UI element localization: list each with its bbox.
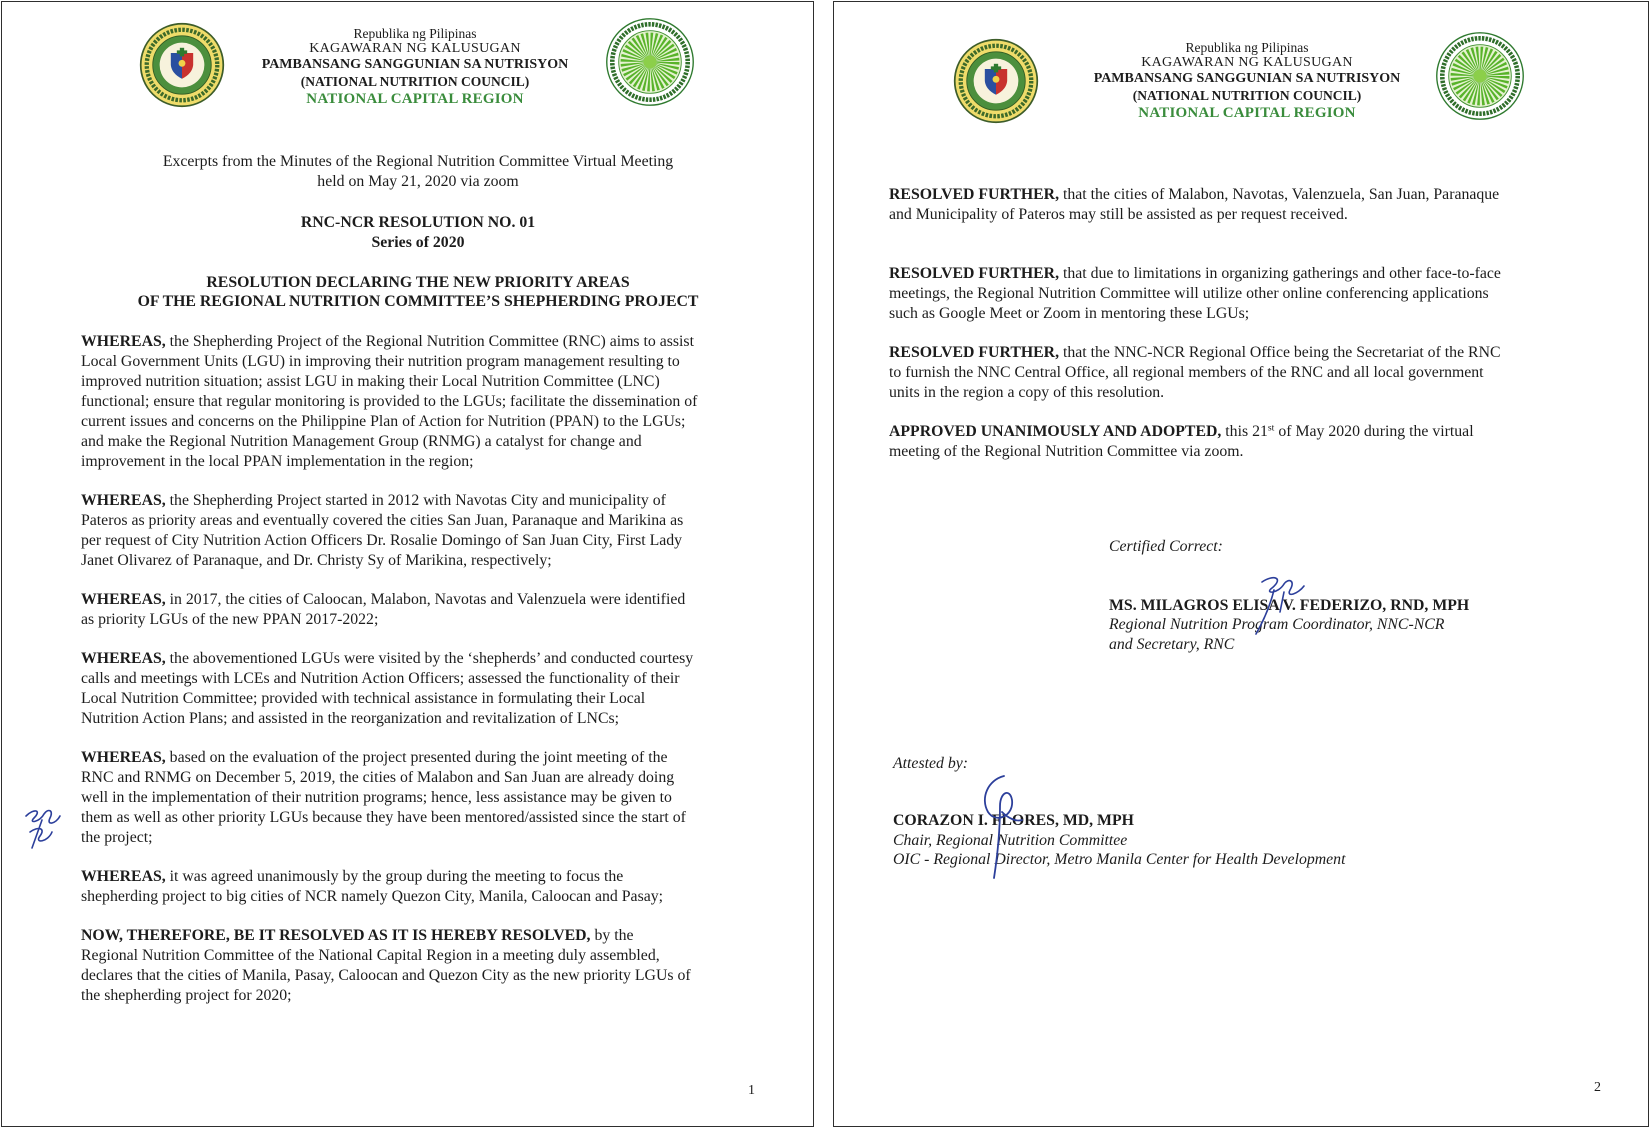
paragraph-line: [889, 264, 1634, 284]
paragraph-line: [81, 926, 805, 946]
resolution-paragraph: [81, 748, 805, 848]
minutes-intro: [118, 152, 718, 192]
paragraph-text: well in the implementation of their nutrition programs; hence, less assistance may be given to: [81, 789, 672, 806]
paragraph-line: [889, 284, 1634, 304]
paragraph-text: that due to limitations in organizing gatherings and other face-to-face: [1063, 265, 1501, 282]
paragraph-text: based on the evaluation of the project presented during the joint meeting of the: [169, 749, 668, 766]
letterhead-council-filipino: PAMBANSANG SANGGUNIAN SA NUTRISYON: [261, 57, 569, 72]
paragraph-line: [889, 442, 1634, 462]
letterhead-region: NATIONAL CAPITAL REGION: [306, 91, 524, 107]
paragraph-text: that the NNC-NCR Regional Office being the Secretariat of the RNC: [1063, 344, 1501, 361]
paragraph-line: [889, 363, 1634, 383]
paragraph-line: [81, 432, 805, 452]
letterhead-region: NATIONAL CAPITAL REGION: [1138, 105, 1356, 121]
paragraph-line: [81, 887, 805, 907]
certifier-title: and Secretary, RNC: [1109, 636, 1235, 653]
paragraph-text: the Shepherding Project of the Regional Nutrition Committee (RNC) aims to assist: [169, 333, 694, 350]
paragraph-text: RNC and RNMG on December 5, 2019, the cities of Malabon and San Juan are already doing: [81, 769, 675, 786]
letterhead-republic: Republika ng Pilipinas: [353, 26, 477, 41]
certified-correct-label: Certified Correct:: [1109, 538, 1223, 555]
resolution-paragraph: [81, 867, 805, 907]
document-page-2: [833, 1, 1649, 1127]
paragraph-lead: RESOLVED FURTHER,: [889, 265, 1060, 282]
letterhead-department: KAGAWARAN NG KALUSUGAN: [1141, 55, 1353, 70]
resolution-paragraph: [81, 590, 805, 630]
paragraph-text: Janet Olivarez of Paranaque, and Dr. Christy Sy of Marikina, respectively;: [81, 552, 552, 569]
paragraph-lead: WHEREAS,: [81, 333, 166, 350]
paragraph-line: [81, 392, 805, 412]
paragraph-text: Nutrition Action Plans; and assisted in the reorganization and revitalization of LNCs;: [81, 710, 620, 727]
paragraph-line: [81, 452, 805, 472]
paragraph-line: [81, 768, 805, 788]
paragraph-line: [81, 689, 805, 709]
paragraph-line: [889, 422, 1634, 442]
resolution-paragraph: [81, 491, 805, 571]
attester-title: OIC - Regional Director, Metro Manila Center for Health Development: [893, 851, 1346, 868]
paragraph-text: functional; ensure that regular monitoring is provided to the LGUs; facilitate the dissemination of: [81, 393, 698, 410]
paragraph-lead: RESOLVED FURTHER,: [889, 186, 1060, 203]
resolution-number: RNC-NCR RESOLUTION NO. 01: [300, 214, 536, 231]
paragraph-line: [81, 828, 805, 848]
paragraph-line: [889, 304, 1634, 324]
paragraph-line: [81, 748, 805, 768]
paragraph-line: [81, 808, 805, 828]
paragraph-lead: WHEREAS,: [81, 492, 166, 509]
paragraph-text: the Shepherding Project started in 2012 with Navotas City and municipality of: [169, 492, 666, 509]
paragraph-line: [81, 551, 805, 571]
paragraph-text: current issues and concerns on the Philippine Plan of Action for Nutrition (PPAN) to the LGUs;: [81, 413, 686, 430]
paragraph-text: units in the region a copy of this resolution.: [889, 384, 1165, 401]
paragraph-text: Pateros as priority areas and eventually covered the cities San Juan, Paranaque and Marikina as: [81, 512, 684, 529]
paragraph-text: the abovementioned LGUs were visited by the ‘shepherds’ and conducted courtesy: [169, 650, 694, 667]
paragraph-text: it was agreed unanimously by the group during the meeting to focus the: [169, 868, 624, 885]
resolution-series: Series of 2020: [371, 234, 465, 251]
paragraph-text: such as Google Meet or Zoom in mentoring these LGUs;: [889, 305, 1250, 322]
paragraph-text: meetings, the Regional Nutrition Committee will utilize other online conferencing applications: [889, 285, 1489, 302]
minutes-intro-line: Excerpts from the Minutes of the Regional Nutrition Committee Virtual Meeting: [162, 153, 674, 170]
paragraph-text: calls and meetings with LCEs and Nutrition Action Officers; assessed the functionality of their: [81, 670, 680, 687]
paragraph-lead: RESOLVED FURTHER,: [889, 344, 1060, 361]
paragraph-line: [81, 649, 805, 669]
letterhead-department: KAGAWARAN NG KALUSUGAN: [309, 41, 521, 56]
paragraph-line: [81, 332, 805, 352]
letterhead-council-english: (NATIONAL NUTRITION COUNCIL): [1132, 88, 1362, 103]
letterhead: [997, 16, 1497, 128]
paragraph-lead: WHEREAS,: [81, 591, 166, 608]
paragraph-line: [81, 867, 805, 887]
paragraph-text: this 21: [1225, 423, 1268, 440]
resolution-paragraph: [889, 185, 1634, 225]
paragraph-line: [889, 205, 1634, 225]
paragraph-line: [81, 491, 805, 511]
ordinal-suffix: st: [1267, 422, 1275, 434]
resolution-paragraph: [81, 649, 805, 729]
paragraph-text: them as well as other priority LGUs because they have been mentored/assisted since the start of: [81, 809, 686, 826]
paragraph-text: the shepherding project for 2020;: [81, 987, 292, 1004]
paragraph-text: to furnish the NNC Central Office, all regional members of the RNC and all local government: [889, 364, 1484, 381]
certifier-name: MS. MILAGROS ELISA V. FEDERIZO, RND, MPH: [1109, 597, 1470, 614]
paragraph-text: the project;: [81, 829, 153, 846]
certifier-title: Regional Nutrition Program Coordinator, NNC-NCR: [1109, 616, 1445, 633]
paragraph-text: and make the Regional Nutrition Management Group (RNMG) a catalyst for change and: [81, 433, 642, 450]
paragraph-lead: NOW, THEREFORE, BE IT RESOLVED AS IT IS HEREBY RESOLVED,: [81, 927, 591, 944]
signature-icon: [1244, 572, 1316, 638]
attester-title: Chair, Regional Nutrition Committee: [893, 832, 1128, 849]
signature-icon: [974, 772, 1026, 882]
resolution-body: [81, 332, 805, 1025]
paragraph-text: that the cities of Malabon, Navotas, Valenzuela, San Juan, Paranaque: [1063, 186, 1500, 203]
paragraph-text: Local Nutrition Committee; provided with technical assistance in formulating their Local: [81, 690, 646, 707]
paragraph-text: by the: [594, 927, 634, 944]
resolution-paragraph: [81, 332, 805, 472]
paragraph-line: [81, 352, 805, 372]
initials-icon: [20, 802, 68, 854]
paragraph-line: [81, 511, 805, 531]
paragraph-line: [81, 709, 805, 729]
nnc-seal-icon: [604, 16, 696, 108]
paragraph-text: improved nutrition situation; assist LGU in making their Local Nutrition Committee (LNC): [81, 373, 660, 390]
paragraph-line: [81, 372, 805, 392]
resolution-body: [889, 185, 1634, 481]
resolution-paragraph: [81, 926, 805, 1006]
paragraph-line: [81, 669, 805, 689]
paragraph-text: in 2017, the cities of Caloocan, Malabon, Navotas and Valenzuela were identified: [169, 591, 686, 608]
paragraph-line: [81, 946, 805, 966]
paragraph-text: Local Government Units (LGU) in improving their nutrition program management resulting to: [81, 353, 680, 370]
paragraph-text: as priority LGUs of the new PPAN 2017-2022;: [81, 611, 379, 628]
paragraph-text: declares that the cities of Manila, Pasay, Caloocan and Quezon City as the new priority LGUs of: [81, 967, 691, 984]
resolution-paragraph: [889, 343, 1634, 403]
resolution-paragraph: [889, 422, 1634, 462]
page-number: 2: [1594, 1080, 1601, 1095]
paragraph-line: [889, 343, 1634, 363]
paragraph-lead: WHEREAS,: [81, 650, 166, 667]
paragraph-text: Regional Nutrition Committee of the National Capital Region in a meeting duly assembled,: [81, 947, 660, 964]
page-number: 1: [748, 1083, 755, 1098]
paragraph-line: [81, 590, 805, 610]
minutes-intro-line: held on May 21, 2020 via zoom: [317, 173, 519, 190]
paragraph-text: improvement in the local PPAN implementation in the region;: [81, 453, 474, 470]
attester-name: CORAZON I. FLORES, MD, MPH: [893, 812, 1134, 829]
paragraph-text: of May 2020 during the virtual: [1274, 423, 1474, 440]
paragraph-text: shepherding project to big cities of NCR namely Quezon City, Manila, Caloocan and Pasay;: [81, 888, 664, 905]
resolution-number-block: [118, 213, 718, 253]
resolution-paragraph: [889, 264, 1634, 324]
paragraph-lead: WHEREAS,: [81, 868, 166, 885]
nnc-seal-icon: [1434, 30, 1526, 122]
document-page-1: [1, 1, 814, 1127]
paragraph-line: [81, 966, 805, 986]
paragraph-lead: WHEREAS,: [81, 749, 166, 766]
paragraph-line: [81, 412, 805, 432]
paragraph-text: meeting of the Regional Nutrition Committee via zoom.: [889, 443, 1244, 460]
paragraph-line: [889, 383, 1634, 403]
attested-by-label: Attested by:: [893, 755, 969, 772]
paragraph-text: per request of City Nutrition Action Officers Dr. Rosalie Domingo of San Juan City, First Lady: [81, 532, 683, 549]
paragraph-line: [81, 531, 805, 551]
paragraph-line: [81, 986, 805, 1006]
paragraph-text: and Municipality of Pateros may still be assisted as per request received.: [889, 206, 1348, 223]
resolution-title-line: OF THE REGIONAL NUTRITION COMMITTEE’S SHEPHERDING PROJECT: [137, 293, 699, 310]
letterhead-council-english: (NATIONAL NUTRITION COUNCIL): [300, 74, 530, 89]
paragraph-lead: APPROVED UNANIMOUSLY AND ADOPTED,: [889, 423, 1222, 440]
letterhead-republic: Republika ng Pilipinas: [1185, 40, 1309, 55]
letterhead: [165, 2, 665, 114]
paragraph-line: [81, 788, 805, 808]
resolution-title: [118, 273, 718, 311]
letterhead-council-filipino: PAMBANSANG SANGGUNIAN SA NUTRISYON: [1093, 71, 1401, 86]
paragraph-line: [889, 185, 1634, 205]
resolution-title-line: RESOLUTION DECLARING THE NEW PRIORITY AREAS: [206, 274, 630, 291]
paragraph-line: [81, 610, 805, 630]
